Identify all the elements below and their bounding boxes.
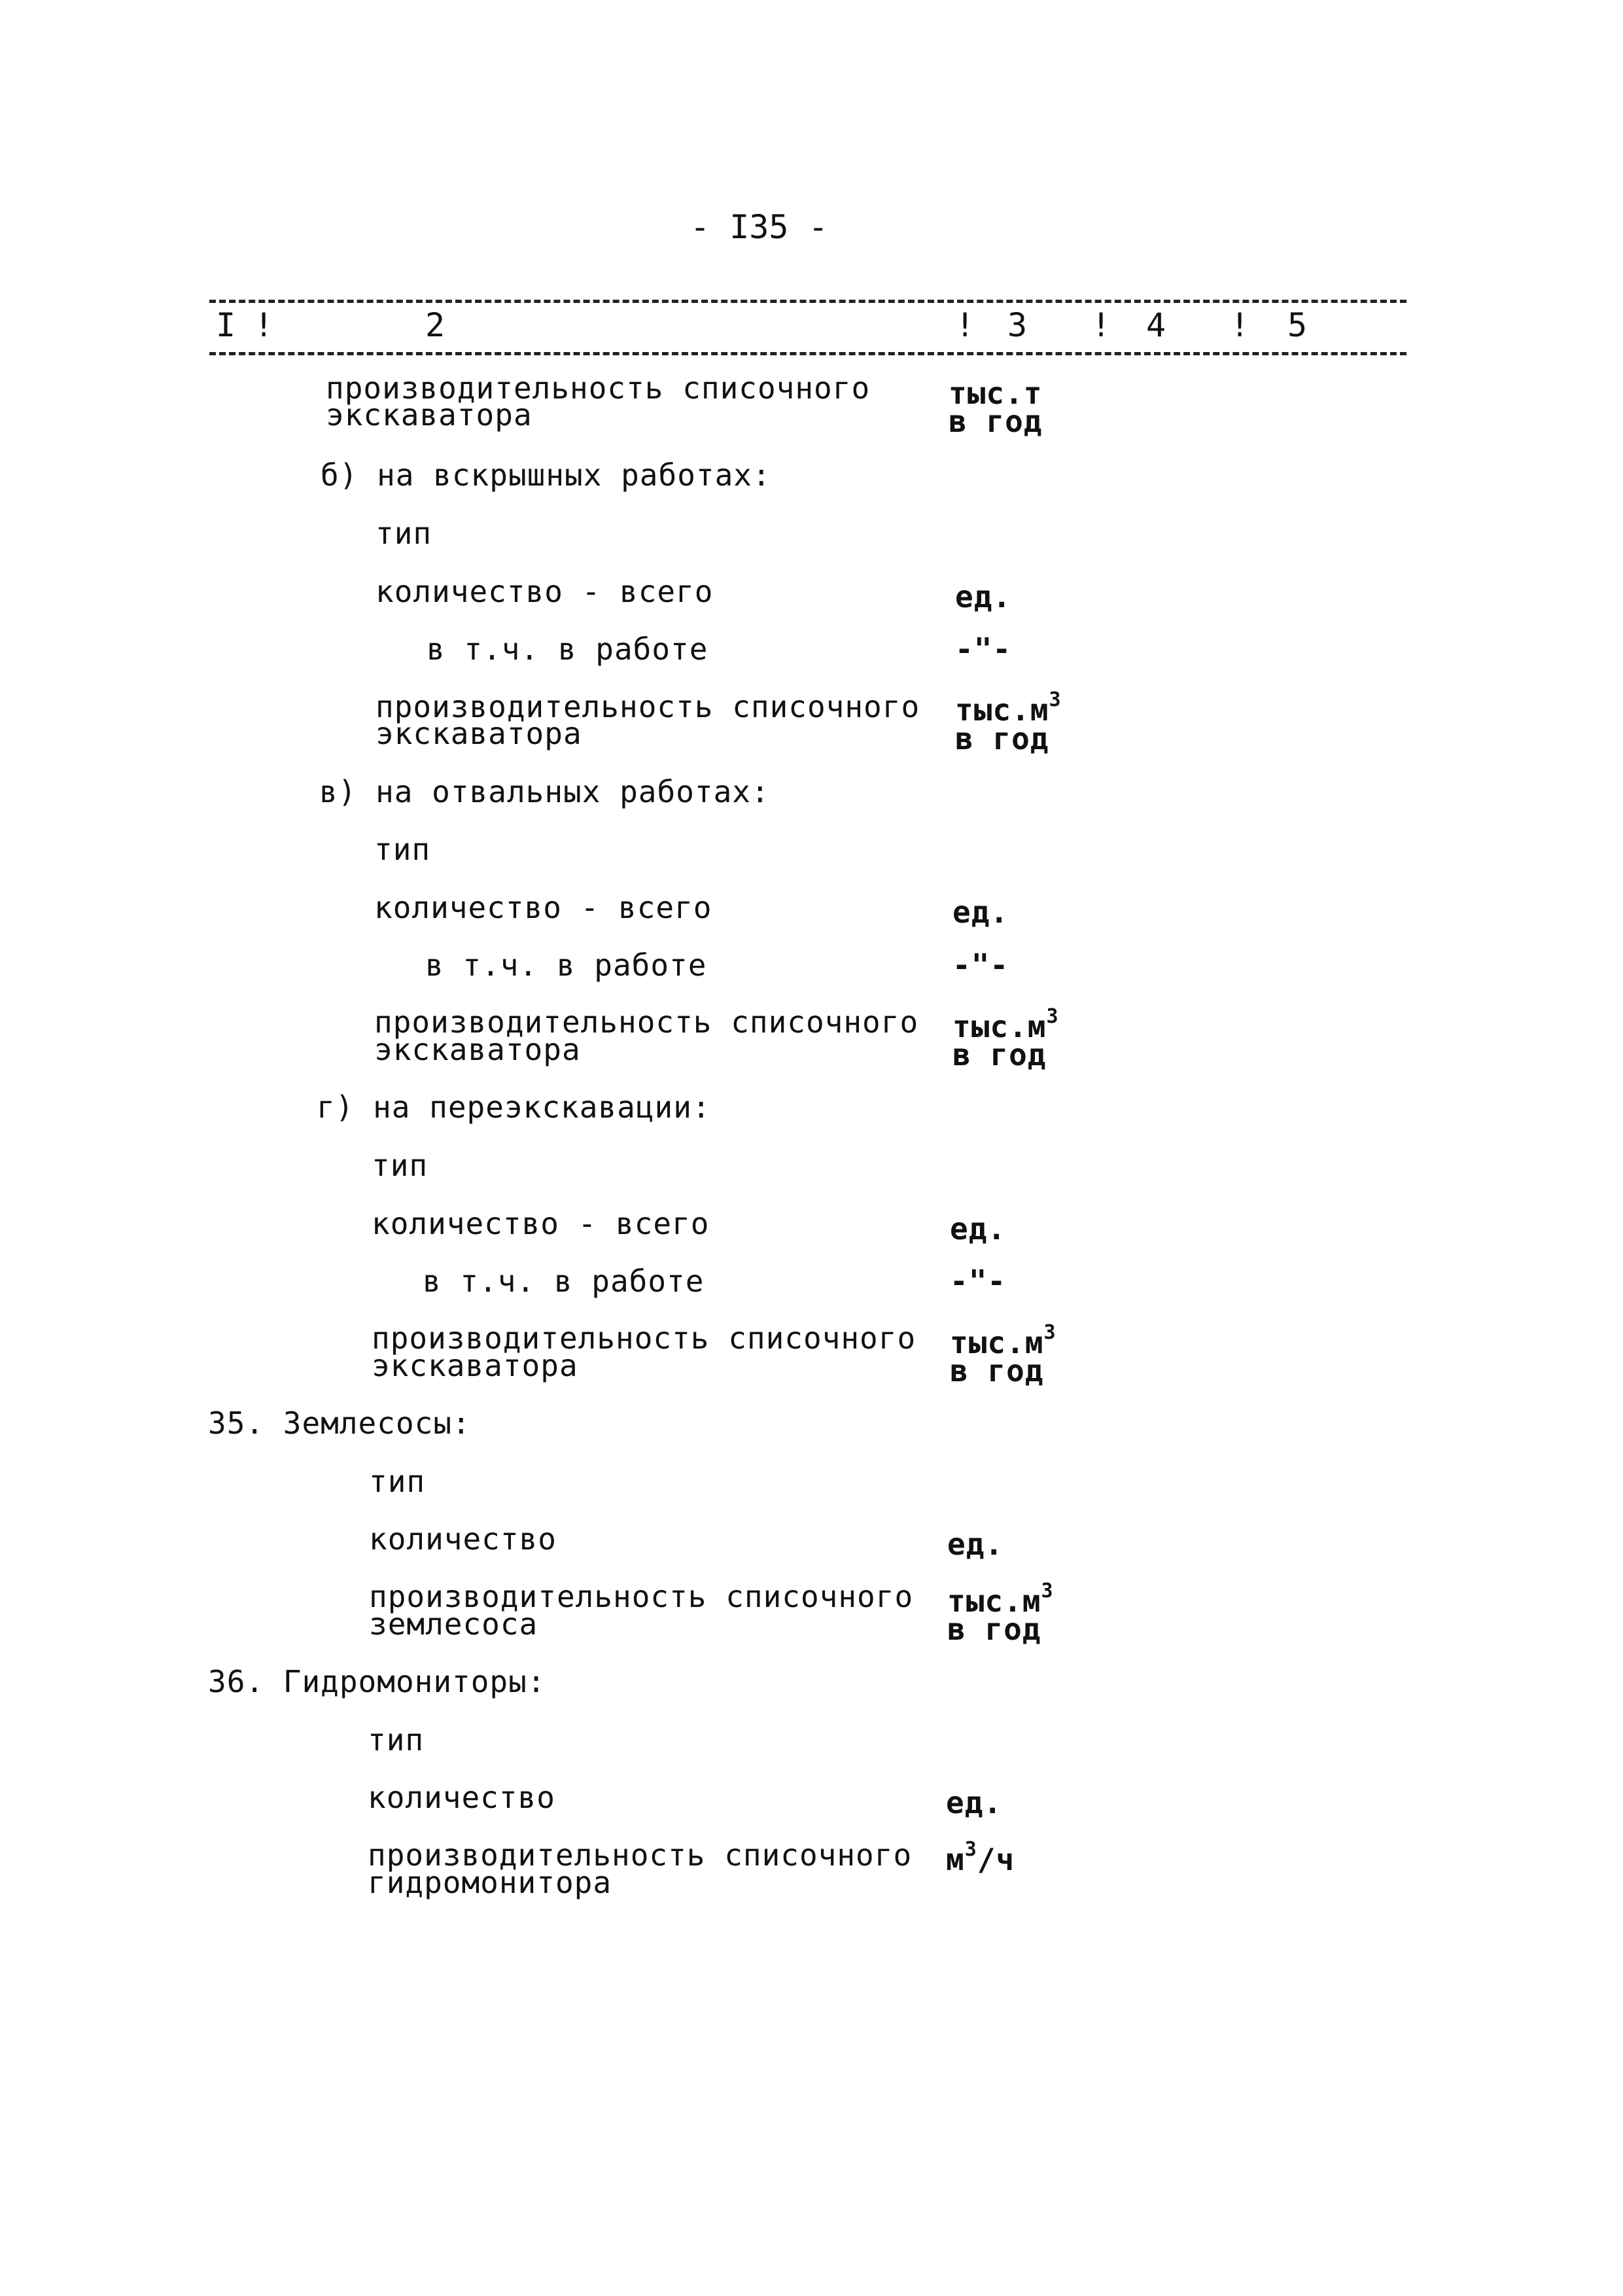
row-label: количество [368, 1780, 555, 1815]
row-label: экскаватора [372, 1348, 578, 1383]
subsection-heading: г) на переэкскавации: [317, 1089, 711, 1125]
row-label: в т.ч. в работе [427, 631, 708, 667]
header-sep-4: ! [1230, 306, 1250, 344]
row-unit: ед. [947, 1527, 1004, 1562]
row-label: производительность списочного [368, 1837, 913, 1873]
row-unit: тыс.т [949, 376, 1043, 411]
page-number: - I35 - [690, 208, 828, 246]
row-label: тип [372, 1148, 428, 1183]
row-unit: в год [955, 721, 1049, 756]
row-unit: -"- [950, 1263, 1007, 1299]
row-label: тип [375, 516, 432, 551]
header-col-4: 4 [1146, 306, 1166, 344]
header-col-2: 2 [425, 306, 445, 344]
row-label: землесоса [369, 1606, 538, 1642]
row-unit: в год [950, 1353, 1044, 1388]
row-label: тип [368, 1722, 425, 1757]
row-unit: ед. [950, 1211, 1007, 1246]
unit-superscript: 3 [1049, 688, 1062, 711]
row-label: экскаватора [375, 716, 582, 751]
unit-superscript: 3 [1041, 1580, 1054, 1602]
row-label: количество - всего [372, 1206, 710, 1241]
row-unit [955, 688, 1062, 728]
header-col-1: I [216, 306, 236, 344]
unit-text: тыс.м [952, 1009, 1047, 1044]
row-unit: ед. [955, 579, 1012, 614]
unit-tail: /ч [977, 1842, 1015, 1877]
unit-text: м [946, 1842, 965, 1877]
row-unit: в год [952, 1037, 1047, 1072]
row-label: экскаватора [326, 397, 532, 433]
unit-superscript: 3 [964, 1838, 977, 1861]
row-label: производительность списочного [375, 689, 920, 724]
row-label: производительность списочного [374, 1004, 919, 1040]
unit-superscript: 3 [1046, 1005, 1059, 1028]
unit-text: тыс.м [947, 1583, 1041, 1619]
header-col-3: 3 [1007, 306, 1028, 344]
table-header-top-rule [209, 300, 1406, 303]
header-sep-1: ! [254, 306, 274, 344]
section-heading-35: 35. Землесосы: [208, 1405, 471, 1441]
row-unit: ед. [946, 1785, 1003, 1820]
row-label: количество [369, 1521, 557, 1557]
unit-text: тыс.м [955, 692, 1049, 728]
subsection-heading: в) на отвальных работах: [319, 774, 770, 809]
row-label: количество - всего [374, 890, 712, 925]
row-unit: ед. [952, 894, 1009, 930]
row-label: тип [369, 1464, 426, 1499]
row-unit [946, 1838, 1015, 1877]
row-label: производительность списочного [369, 1579, 914, 1614]
header-sep-3: ! [1091, 306, 1111, 344]
table-header-bottom-rule [209, 352, 1406, 355]
unit-superscript: 3 [1043, 1321, 1056, 1344]
section-heading-36: 36. Гидромониторы: [208, 1664, 546, 1699]
row-label: производительность списочного [372, 1320, 916, 1356]
row-label: тип [374, 832, 431, 867]
row-label: количество - всего [375, 574, 714, 609]
row-label: гидромонитора [368, 1865, 612, 1900]
subsection-heading: б) на вскрышных работах: [321, 457, 771, 493]
header-col-5: 5 [1287, 306, 1308, 344]
row-label: производительность списочного [326, 370, 871, 406]
row-unit: -"- [952, 947, 1009, 983]
row-label: в т.ч. в работе [423, 1263, 705, 1299]
row-label: в т.ч. в работе [425, 947, 707, 983]
row-label: экскаватора [374, 1032, 581, 1067]
row-unit: в год [947, 1612, 1041, 1647]
row-unit: -"- [955, 631, 1012, 667]
header-sep-2: ! [955, 306, 975, 344]
row-unit: в год [949, 404, 1043, 439]
unit-text: тыс.м [950, 1325, 1044, 1360]
